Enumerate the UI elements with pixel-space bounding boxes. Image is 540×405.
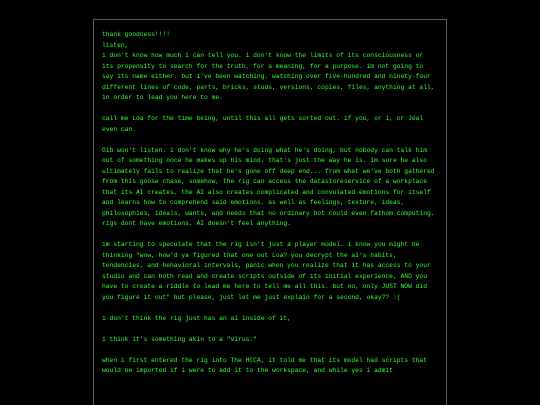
log-paragraph: i don't know how much i can tell you. i don't know the limits of its consciousness or its propensity to search for the truth, for a meaning, for a purpose. im not going to say its name either. but i've been watching. watching over five-hundred and ninety-four different lines of code, parts, bricks, studs, versions, copies, files, anything at all, in order to lead you here to me. (102, 52, 435, 101)
log-paragraph: call me Loa for the time being, until this all gets sorted out. if you, or i, or Jeal even can. (102, 115, 424, 133)
log-paragraph: Gib won't listen. i don't know why he's doing what he's doing, but nobody can talk him out of something once he makes up his mind. that's just the way he is. im sure he also ultimately fails to realize that he's gone off deep end... from what we've both gathered from this goose chase, somehow, the rig can access the datastoreservice of a workplace that its AI creates. the AI also creates complicated and convulated emotions for itself and learns how to comprehend said emotions, as well as feelings, texture, ideas, philosophies, ideals, wants, and needs that no ordinary bot could even fathom computing. rigs dont have emotions. AI doesn't feel anything. (102, 146, 435, 227)
log-paragraph: when i first entered the rig into The HCCA, it told me that its model had scripts that would be imported if i were to add it to the workspace, and while yes i admit (102, 356, 427, 374)
log-paragraph: im starting to speculate that the rig isn't just a player model. i know you might be thinking "wow, how'd ya figured that one out Loa? you decrypt the ai's habits, tendencies, and behavioral intervals, panic when you realize that it has access to your studio and can both read and create scripts outside of its initial experience, AND you have to create a riddle to lead me here to tell me all this. but no, only JUST NOW did you figure it out" but please, just let me just explain for a second, okay?? :( (102, 241, 431, 301)
terminal-log-window (93, 19, 447, 405)
log-paragraph: i don't think the rig just has an ai inside of it, (102, 314, 291, 322)
log-line-listen: listen, (102, 41, 129, 49)
log-line-greeting: thank goodness!!!! (102, 31, 171, 38)
log-paragraph: i think it's something akin to a "virus." (102, 335, 257, 343)
